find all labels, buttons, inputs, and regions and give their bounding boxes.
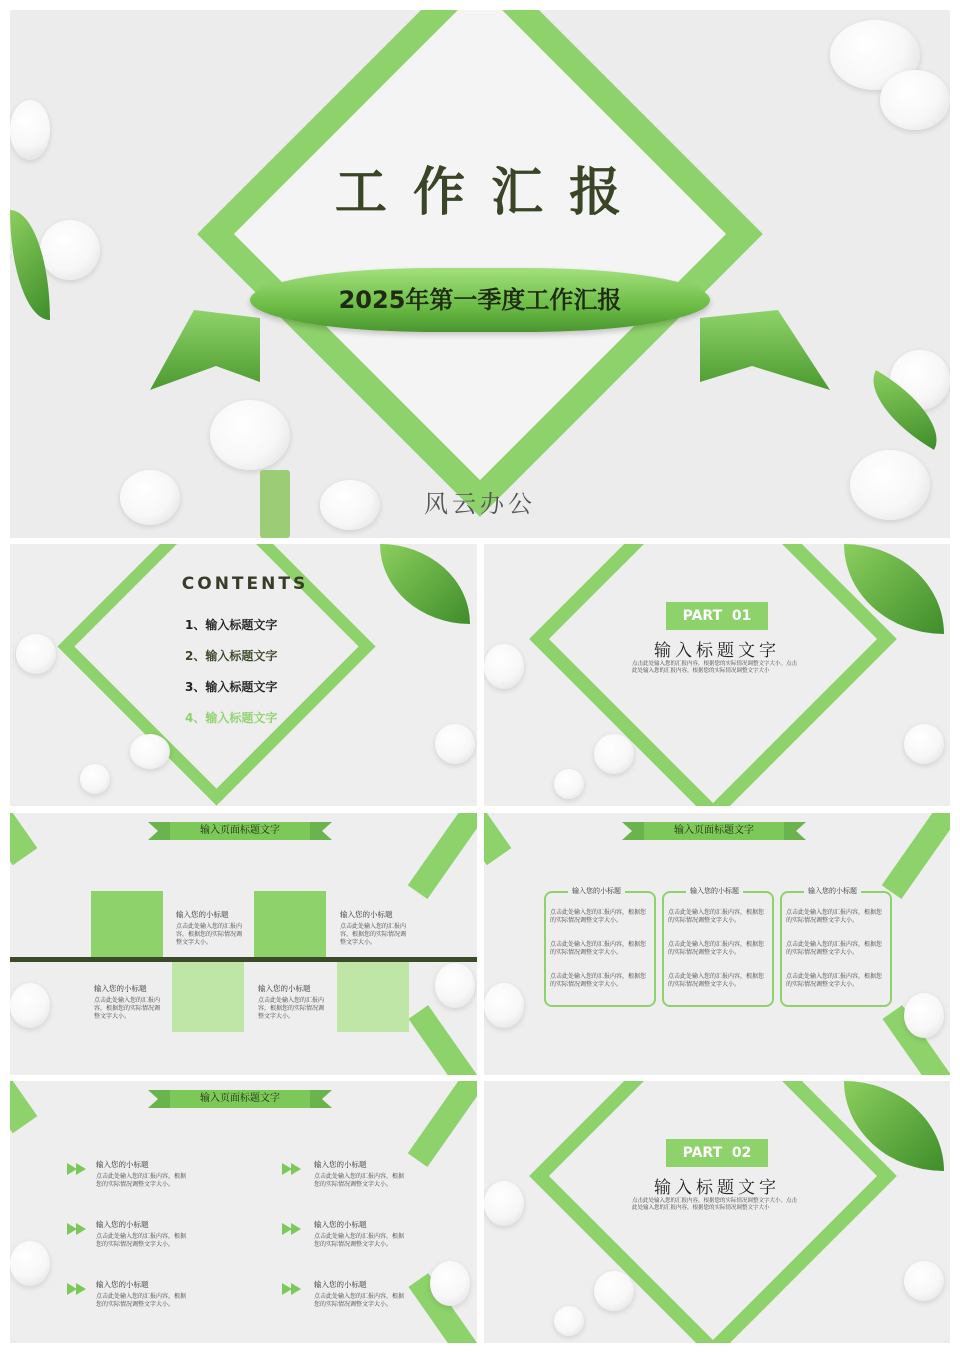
box-light-1 — [172, 962, 244, 1032]
column-para: 点击此处输入您的汇报内容，根据您的实际情况调整文字大小。 — [550, 941, 647, 956]
column-para: 点击此处输入您的汇报内容，根据您的实际情况调整文字大小。 — [668, 941, 765, 956]
cover-ribbon-left-tail — [150, 310, 260, 390]
flower-icon — [16, 634, 56, 674]
column-para: 点击此处输入您的汇报内容，根据您的实际情况调整文字大小。 — [786, 973, 883, 988]
flower-icon — [320, 480, 380, 530]
flower-icon — [904, 1261, 944, 1301]
column-para: 点击此处输入您的汇报内容，根据您的实际情况调整文字大小。 — [786, 909, 883, 924]
flower-icon — [594, 734, 634, 774]
box-dark-1 — [91, 891, 163, 957]
flower-icon — [594, 1271, 634, 1311]
box-item-1 — [176, 909, 246, 947]
part1-slide — [484, 544, 950, 806]
column-para: 点击此处输入您的汇报内容，根据您的实际情况调整文字大小。 — [550, 973, 647, 988]
column-title: 输入您的小标题 — [568, 886, 625, 896]
cover-title: 工 作 汇 报 — [334, 163, 626, 223]
box-item-title: 输入您的小标题 — [94, 984, 147, 993]
flower-icon — [880, 70, 950, 130]
box-light-2 — [337, 962, 409, 1032]
part2-diamond-frame — [529, 1081, 897, 1343]
corner-stripe-top-right — [408, 813, 477, 899]
list-item-title: 输入您的小标题 — [96, 1280, 149, 1289]
box-item-title: 输入您的小标题 — [340, 910, 393, 919]
column-title: 输入您的小标题 — [686, 886, 743, 896]
list-item-body: 点击此处输入您的汇报内容，根据您的实际情况调整文字大小。 — [96, 1293, 187, 1308]
double-arrow-icon — [67, 1283, 89, 1295]
list-item-body: 点击此处输入您的汇报内容，根据您的实际情况调整文字大小。 — [96, 1173, 187, 1188]
cover-subtitle: 2025年第一季度工作汇报 — [338, 286, 622, 314]
column-para: 点击此处输入您的汇报内容，根据您的实际情况调整文字大小。 — [550, 909, 647, 924]
part1-badge: PART 01 — [666, 602, 768, 630]
list-item-4 — [314, 1219, 404, 1249]
corner-stripe-left — [10, 813, 37, 865]
list-item-6 — [314, 1279, 404, 1309]
box-item-title: 输入您的小标题 — [176, 910, 229, 919]
contents-item-4[interactable]: 4、输入标题文字 — [185, 711, 278, 725]
column-card-2 — [662, 887, 774, 1007]
contents-item-3[interactable]: 3、输入标题文字 — [185, 680, 278, 694]
box-item-body: 点击此处输入您的汇报内容，根据您的实际情况调整文字大小。 — [176, 923, 243, 946]
list-item-title: 输入您的小标题 — [314, 1160, 367, 1169]
columns-ribbon-title: 输入页面标题文字 — [644, 822, 784, 840]
box-item-body: 点击此处输入您的汇报内容，根据您的实际情况调整文字大小。 — [94, 997, 161, 1020]
list-slide — [10, 1081, 477, 1343]
list-item-title: 输入您的小标题 — [314, 1280, 367, 1289]
list-item-2 — [314, 1159, 404, 1189]
flower-icon — [430, 1261, 470, 1306]
cover-brand: 风云办公 — [424, 490, 536, 518]
flower-icon — [484, 1181, 524, 1226]
list-item-1 — [96, 1159, 186, 1189]
leaf-icon — [10, 210, 50, 320]
contents-slide — [10, 544, 477, 806]
boxes-slide — [10, 813, 477, 1075]
part1-title: 输入标题文字 — [654, 641, 780, 661]
flower-icon — [120, 470, 180, 525]
column-para: 点击此处输入您的汇报内容，根据您的实际情况调整文字大小。 — [786, 941, 883, 956]
flower-icon — [210, 400, 290, 470]
box-item-2 — [340, 909, 410, 947]
cover-ribbon-right-tail — [700, 310, 830, 390]
contents-heading: CONTENTS — [181, 574, 309, 594]
part2-slide — [484, 1081, 950, 1343]
columns-slide — [484, 813, 950, 1075]
flower-icon — [435, 724, 475, 764]
double-arrow-icon — [282, 1223, 304, 1235]
corner-stripe-right — [408, 1005, 477, 1075]
list-item-title: 输入您的小标题 — [314, 1220, 367, 1229]
flower-icon — [904, 993, 944, 1038]
flower-icon — [435, 963, 475, 1008]
flower-icon — [10, 100, 50, 160]
flower-icon — [130, 734, 170, 769]
flower-icon — [554, 1306, 584, 1336]
list-item-3 — [96, 1219, 186, 1249]
double-arrow-icon — [67, 1163, 89, 1175]
list-item-title: 输入您的小标题 — [96, 1220, 149, 1229]
list-item-5 — [96, 1279, 186, 1309]
list-item-body: 点击此处输入您的汇报内容，根据您的实际情况调整文字大小。 — [96, 1233, 187, 1248]
part1-body: 点击此处输入您的汇报内容，根据您的实际情况调整文字大小。点击此处输入您的汇报内容，根据您的实际情况调整文字大小 — [632, 661, 798, 674]
palm-leaf-icon — [380, 544, 470, 624]
box-item-body: 点击此处输入您的汇报内容，根据您的实际情况调整文字大小。 — [340, 923, 407, 946]
list-item-body: 点击此处输入您的汇报内容，根据您的实际情况调整文字大小。 — [314, 1173, 405, 1188]
box-dark-2 — [254, 891, 326, 957]
double-arrow-icon — [67, 1223, 89, 1235]
part1-diamond-frame — [529, 544, 897, 806]
box-item-4 — [258, 983, 328, 1021]
list-item-title: 输入您的小标题 — [96, 1160, 149, 1169]
contents-item-1[interactable]: 1、输入标题文字 — [185, 618, 278, 632]
box-item-3 — [94, 983, 164, 1021]
stem-icon — [260, 470, 290, 538]
column-para: 点击此处输入您的汇报内容，根据您的实际情况调整文字大小。 — [668, 909, 765, 924]
double-arrow-icon — [282, 1163, 304, 1175]
flower-icon — [10, 983, 50, 1028]
flower-icon — [850, 450, 930, 520]
flower-icon — [80, 764, 110, 794]
column-para: 点击此处输入您的汇报内容，根据您的实际情况调整文字大小。 — [668, 973, 765, 988]
flower-icon — [10, 1241, 50, 1286]
boxes-ribbon-title: 输入页面标题文字 — [170, 822, 310, 840]
flower-icon — [904, 724, 944, 764]
flower-icon — [484, 983, 524, 1028]
list-ribbon-title: 输入页面标题文字 — [170, 1090, 310, 1108]
double-arrow-icon — [282, 1283, 304, 1295]
corner-stripe-left — [10, 1081, 37, 1133]
part2-badge: PART 02 — [666, 1139, 768, 1167]
column-card-1 — [544, 887, 656, 1007]
corner-stripe-top-right — [408, 1081, 477, 1167]
box-item-title: 输入您的小标题 — [258, 984, 311, 993]
list-item-body: 点击此处输入您的汇报内容，根据您的实际情况调整文字大小。 — [314, 1293, 405, 1308]
part2-title: 输入标题文字 — [654, 1178, 780, 1198]
column-card-3 — [780, 887, 892, 1007]
box-item-body: 点击此处输入您的汇报内容，根据您的实际情况调整文字大小。 — [258, 997, 325, 1020]
flower-icon — [554, 769, 584, 799]
flower-icon — [484, 644, 524, 689]
part2-body: 点击此处输入您的汇报内容，根据您的实际情况调整文字大小。点击此处输入您的汇报内容，根据您的实际情况调整文字大小 — [632, 1198, 798, 1211]
corner-stripe-top-right — [882, 813, 950, 899]
contents-item-2[interactable]: 2、输入标题文字 — [185, 649, 278, 663]
list-item-body: 点击此处输入您的汇报内容，根据您的实际情况调整文字大小。 — [314, 1233, 405, 1248]
column-title: 输入您的小标题 — [804, 886, 861, 896]
flower-icon — [40, 220, 100, 280]
cover-slide — [10, 10, 950, 538]
corner-stripe-left — [484, 813, 511, 865]
